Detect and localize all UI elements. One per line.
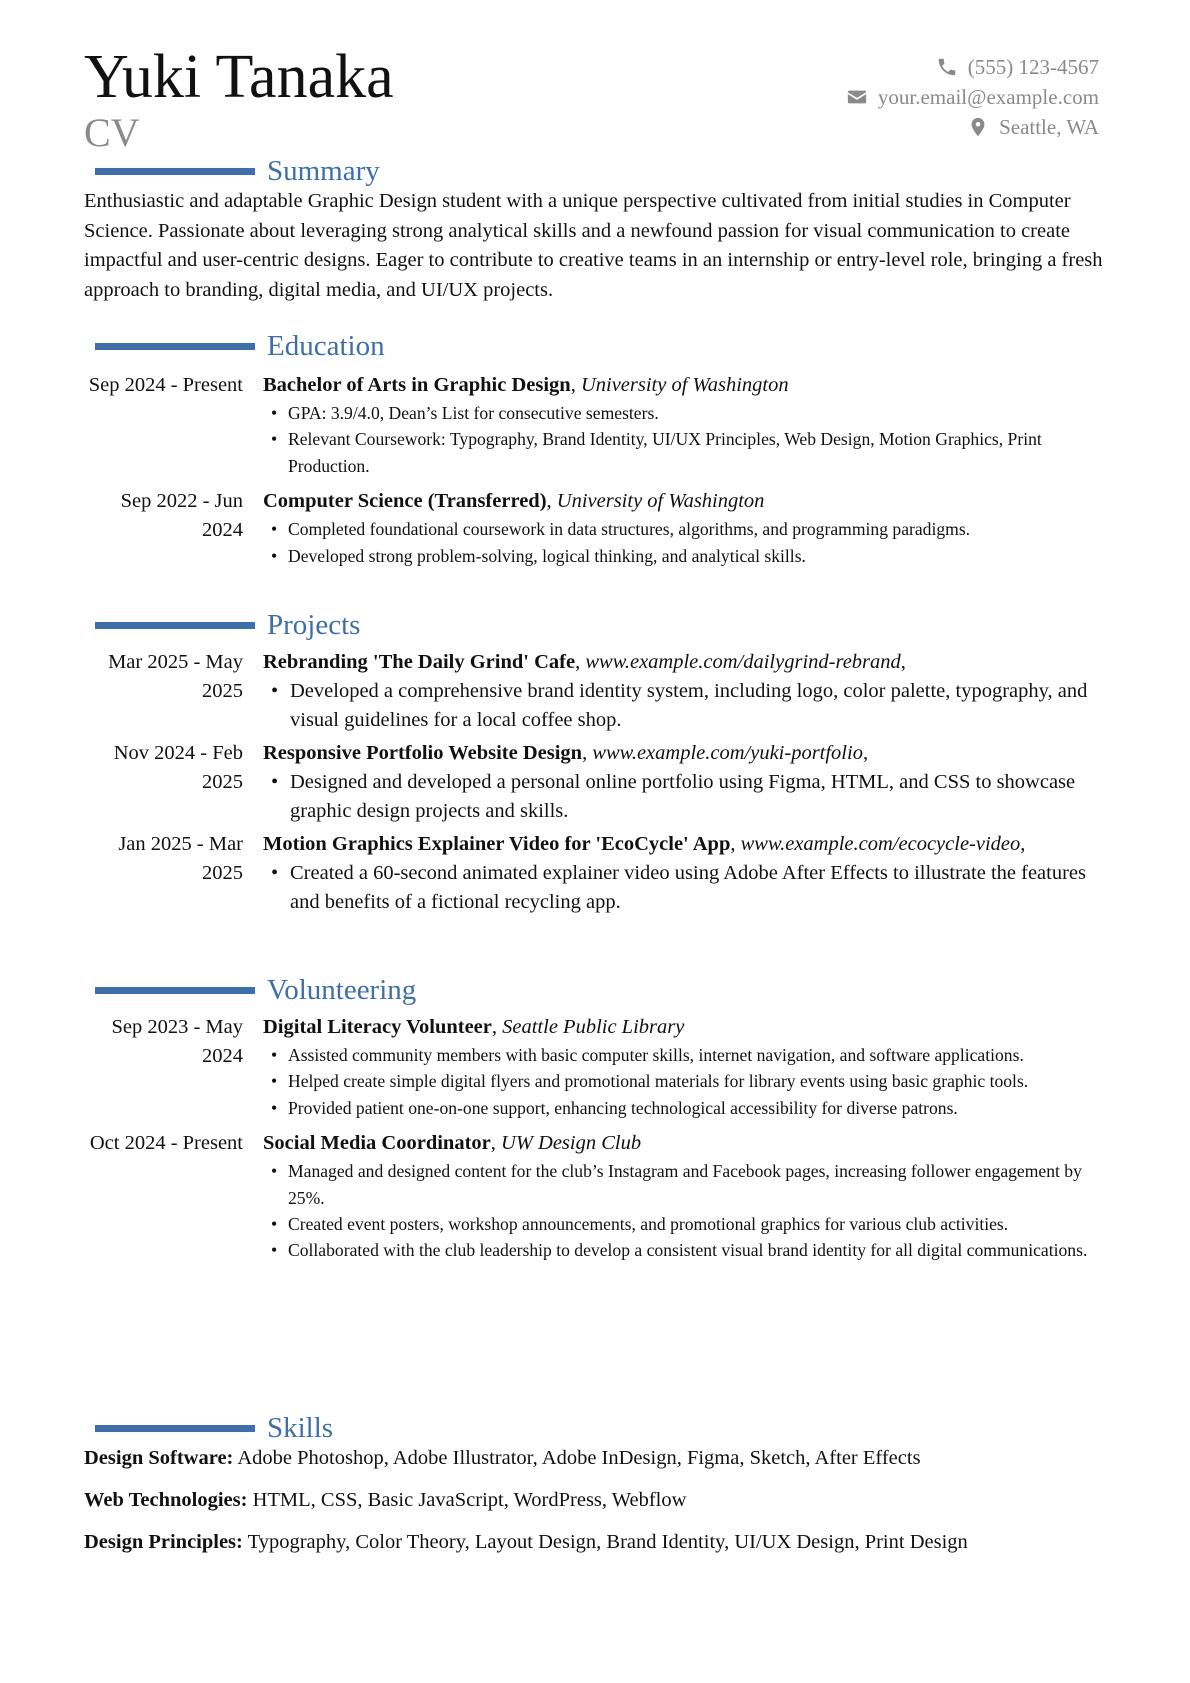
entry-bullets [271, 859, 1105, 918]
skills-value: HTML, CSS, Basic JavaScript, WordPress, Webflow [252, 1489, 687, 1511]
entry-date: Sep 2022 - Jun 2024 [120, 490, 243, 542]
organization: Seattle Public Library [502, 1016, 685, 1038]
entry-bullets [271, 1158, 1105, 1264]
section-heading [84, 974, 1106, 1006]
map-pin-icon [967, 116, 989, 138]
entry-body [263, 648, 1105, 736]
phone-icon [936, 56, 958, 78]
entry-body [263, 830, 1105, 918]
project-entry [84, 648, 1106, 736]
entry-title: Digital Literacy Volunteer, Seattle Public Library [263, 1016, 685, 1038]
section-heading [84, 1412, 1106, 1444]
skills-label: Design Software: [84, 1447, 234, 1469]
bullet-item: • Created a 60-second animated explainer video using Adobe After Effects to illustrate the features and benefits of a fictional recycling app. [271, 859, 1105, 918]
entry-title: Motion Graphics Explainer Video for 'EcoCycle' App, www.example.com/ecocycle-video, [263, 832, 1026, 855]
project-entry [84, 739, 1106, 827]
entry-title: Rebranding 'The Daily Grind' Cafe, www.example.com/dailygrind-rebrand, [263, 651, 906, 673]
entry-title: Responsive Portfolio Website Design, www.example.com/yuki-portfolio, [263, 741, 869, 764]
section-title: Summary [267, 155, 380, 187]
skills-value: Typography, Color Theory, Layout Design, Brand Identity, UI/UX Design, Print Design [247, 1531, 968, 1553]
project-link[interactable]: www.example.com/ecocycle-video [740, 832, 1021, 855]
project-title: Motion Graphics Explainer Video for 'EcoCycle' App [263, 832, 731, 855]
contact-email [846, 82, 1099, 112]
section-title: Education [267, 330, 385, 362]
contact-location [846, 112, 1099, 142]
bullet-item: • Developed strong problem-solving, logical thinking, and analytical skills. [271, 543, 1105, 569]
bullet-item: • Completed foundational coursework in data structures, algorithms, and programming paradigms. [271, 516, 1105, 542]
section-title: Projects [267, 609, 361, 641]
volunteer-entry [84, 1129, 1106, 1264]
entry-date: Sep 2023 - May 2024 [111, 1016, 243, 1067]
section-bar [95, 168, 255, 175]
person-name: Yuki Tanaka [84, 43, 394, 111]
entry-body [263, 487, 1105, 569]
role-title: Social Media Coordinator [263, 1132, 491, 1155]
bullet-item: • Managed and designed content for the club’s Instagram and Facebook pages, increasing follower engagement by 25%. [271, 1158, 1105, 1211]
project-entry [84, 830, 1106, 918]
section-bar [95, 622, 255, 629]
bullet-item: • Designed and developed a personal online portfolio using Figma, HTML, and CSS to showcase graphic design projects and skills. [271, 768, 1105, 827]
section-heading [84, 155, 1106, 187]
bullet-item: • Developed a comprehensive brand identity system, including logo, color palette, typography, and visual guidelines for a local coffee shop. [271, 677, 1105, 736]
education-entry [84, 487, 1106, 569]
institution: University of Washington [556, 490, 765, 513]
summary-text: Enthusiastic and adaptable Graphic Design student with a unique perspective cultivated from initial studies in Computer Science. Passionate about leveraging strong analytical skills and a newfound passion for visual communication to create impactful and user-centric designs. Eager to contribute to creative teams in an internship or entry-level role, bringing a fresh approach to branding, digital media, and UI/UX projects. [84, 190, 1103, 301]
section-bar [95, 1425, 255, 1432]
entry-bullets [271, 516, 1105, 569]
entry-bullets [271, 677, 1105, 736]
section-title: Volunteering [267, 974, 417, 1006]
section-bar [95, 343, 255, 350]
skills-line [84, 1528, 1106, 1557]
contact-phone [846, 52, 1099, 82]
entry-date: Oct 2024 - Present [89, 1132, 243, 1155]
envelope-icon [846, 86, 868, 108]
entry-title: Bachelor of Arts in Graphic Design, University of Washington [263, 374, 789, 396]
entry-body [263, 371, 1105, 479]
entry-bullets [271, 400, 1105, 479]
bullet-item: • Collaborated with the club leadership to develop a consistent visual brand identity for all digital communications. [271, 1237, 1105, 1263]
entry-date: Jan 2025 - Mar 2025 [118, 832, 243, 884]
skills-line [84, 1444, 1106, 1473]
education-entry [84, 371, 1106, 479]
organization: UW Design Club [501, 1132, 642, 1155]
skills-line [84, 1486, 1106, 1515]
skills-section [84, 1412, 1106, 1557]
bullet-item: • Provided patient one-on-one support, enhancing technological accessibility for diverse patrons. [271, 1095, 1105, 1121]
bullet-item: • Relevant Coursework: Typography, Brand Identity, UI/UX Principles, Web Design, Motion Graphics, Print Production. [271, 426, 1105, 479]
skills-label: Web Technologies: [84, 1489, 248, 1511]
section-heading [84, 330, 1106, 362]
entry-body [263, 1129, 1105, 1264]
volunteer-entry [84, 1013, 1106, 1121]
section-heading [84, 609, 1106, 641]
degree-title: Bachelor of Arts in Graphic Design [263, 374, 571, 396]
skills-label: Design Principles: [84, 1531, 243, 1553]
entry-bullets [271, 768, 1105, 827]
projects-section [84, 609, 1106, 917]
section-title: Skills [267, 1412, 334, 1444]
degree-title: Computer Science (Transferred) [263, 490, 547, 513]
entry-date: Sep 2024 - Present [88, 374, 243, 396]
document-type: CV [84, 110, 140, 155]
project-title: Rebranding 'The Daily Grind' Cafe [263, 651, 576, 673]
bullet-item: • GPA: 3.9/4.0, Dean’s List for consecutive semesters. [271, 400, 1105, 426]
volunteering-section [84, 974, 1106, 1264]
entry-body [263, 739, 1105, 827]
project-title: Responsive Portfolio Website Design [263, 741, 583, 764]
education-section [84, 330, 1106, 569]
project-link[interactable]: www.example.com/dailygrind-rebrand [585, 651, 901, 673]
project-link[interactable]: www.example.com/yuki-portfolio [592, 741, 863, 764]
summary-section [84, 155, 1106, 305]
role-title: Digital Literacy Volunteer [263, 1016, 492, 1038]
contact-block [846, 52, 1099, 142]
institution: University of Washington [580, 374, 789, 396]
entry-date: Nov 2024 - Feb 2025 [113, 741, 243, 793]
entry-bullets [271, 1042, 1105, 1121]
phone-text[interactable]: (555) 123-4567 [967, 54, 1099, 79]
entry-title: Computer Science (Transferred), University of Washington [263, 490, 765, 513]
bullet-item: • Helped create simple digital flyers and promotional materials for library events using basic graphic tools. [271, 1068, 1105, 1094]
bullet-item: • Created event posters, workshop announcements, and promotional graphics for various club activities. [271, 1211, 1105, 1237]
location-text: Seattle, WA [999, 114, 1099, 139]
entry-date: Mar 2025 - May 2025 [108, 651, 243, 702]
bullet-item: • Assisted community members with basic computer skills, internet navigation, and software applications. [271, 1042, 1105, 1068]
entry-body [263, 1013, 1105, 1121]
skills-value: Adobe Photoshop, Adobe Illustrator, Adobe InDesign, Figma, Sketch, After Effects [237, 1447, 921, 1469]
entry-title: Social Media Coordinator, UW Design Club [263, 1132, 642, 1155]
section-bar [95, 987, 255, 994]
email-link[interactable]: your.email@example.com [877, 84, 1099, 109]
